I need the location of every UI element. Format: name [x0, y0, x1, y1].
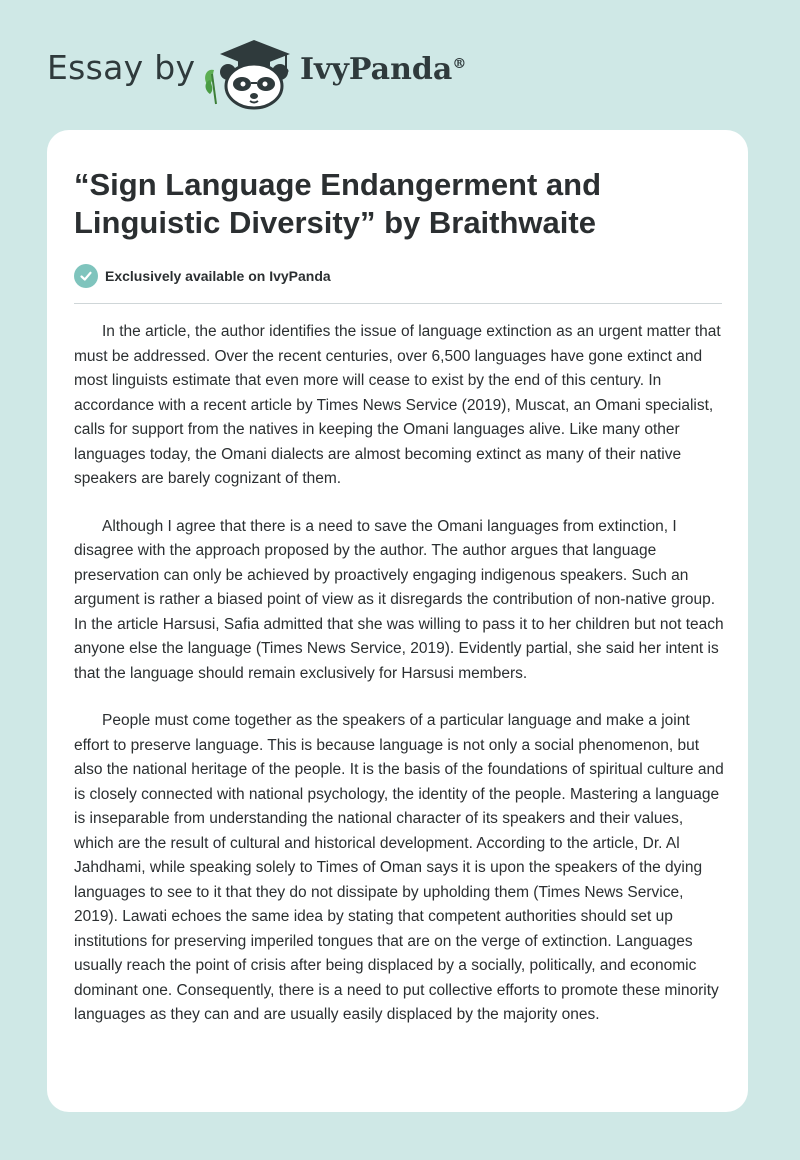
panda-logo-icon[interactable]: [198, 34, 298, 110]
article-body: [74, 320, 724, 1051]
divider: [74, 303, 722, 304]
site-header: [0, 0, 800, 130]
brand-prefix: Essay by: [47, 48, 196, 87]
paragraph: People must come together as the speakers of a particular language and make a joint effort to preserve language. This is because language is not only a social phenomenon, but also the national heritage of the people. It is the basis of the foundations of spiritual culture and is closely connected with national psychology, the identity of the people. Mastering a language is inseparable from understanding the national character of its speakers and their values, which are the result of cultural and historical development. According to the article, Dr. Al Jahdhami, while speaking solely to Times of Oman says it is upon the speakers of the dying languages to see to it that they do not dissipate by upholding them (Times News Service, 2019). Lawati echoes the same idea by stating that competent authorities should set up institutions for preserving imperiled tongues that are on the verge of extinction. Languages usually reach the point of crisis after being displaced by a socially, politically, and economic dominant one. Consequently, there is a need to put collective efforts to promote these minority languages as they can and are usually easily displaced by the majority ones.: [74, 712, 724, 1023]
brand-name: IvyPanda®: [300, 52, 467, 87]
article-card: [47, 130, 748, 1112]
paragraph: In the article, the author identifies the issue of language extinction as an urgent matter that must be addressed. Over the recent centuries, over 6,500 languages have gone extinct and most linguists estimate that even more will cease to exist by the end of this century. In accordance with a recent article by Times News Service (2019), Muscat, an Omani specialist, calls for support from the natives in keeping the Omani languages alive. Like many other languages today, the Omani dialects are almost becoming extinct as many of their native speakers are barely cognizant of them.: [74, 323, 721, 487]
badge-label: Exclusively available on IvyPanda: [105, 268, 331, 284]
exclusive-badge: [74, 264, 331, 288]
article-title: “Sign Language Endangerment and Linguistic Diversity” by Braithwaite: [74, 167, 602, 240]
check-icon: [74, 264, 98, 288]
paragraph: Although I agree that there is a need to save the Omani languages from extinction, I disagree with the approach proposed by the author. The author argues that language preservation can only be achieved by proactively engaging indigenous speakers. Such an argument is rather a biased point of view as it disregards the contribution of non-native group. In the article Harsusi, Safia admitted that she was willing to pass it to her children but not teach anyone else the language (Times News Service, 2019). Evidently partial, she said her intent is that the language should remain exclusively for Harsusi members.: [74, 517, 724, 682]
